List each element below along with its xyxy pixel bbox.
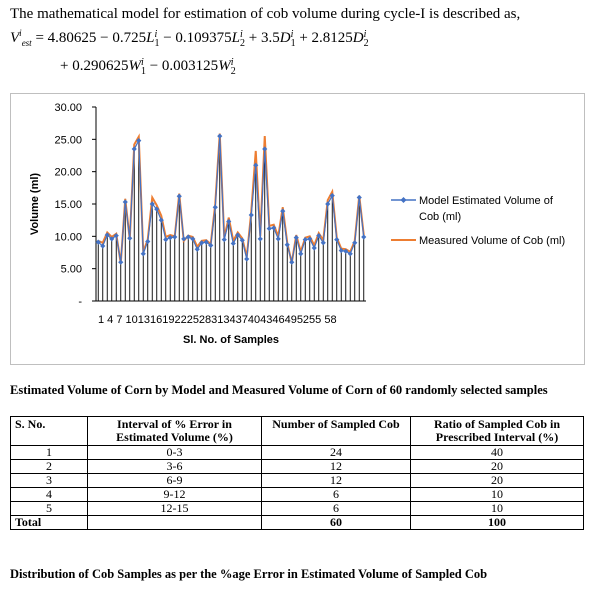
eq-lhs-sup: i	[19, 28, 22, 38]
eq-line1-terms	[31, 28, 369, 49]
table-header-row	[11, 417, 584, 446]
table-cell: 2	[11, 460, 88, 474]
header-number: Number of Sampled Cob	[262, 417, 411, 446]
equation-line-2	[60, 58, 236, 76]
table-cell: 3	[11, 474, 88, 488]
eq1-scripts-3: i 2	[240, 28, 246, 49]
model-data-point	[177, 194, 182, 199]
table-cell: 0-3	[88, 446, 262, 460]
model-data-point	[181, 236, 186, 241]
table-cell: 4	[11, 488, 88, 502]
table-total-row	[11, 516, 584, 530]
model-data-point	[222, 237, 227, 242]
eq2-text-0: + 0.290625	[60, 58, 129, 75]
table-cell: 3-6	[88, 460, 262, 474]
model-data-point	[298, 251, 303, 256]
eq1-text-0: = 4.80625 − 0.725	[31, 30, 147, 46]
y-tick-label: -	[78, 296, 82, 308]
y-axis-title: Volume (ml)	[29, 172, 41, 236]
model-data-point	[213, 205, 218, 210]
model-data-point	[361, 234, 366, 239]
table-row	[11, 488, 584, 502]
eq-lhs-var: V	[10, 30, 20, 46]
eq1-scripts-7: i 2	[363, 28, 369, 49]
header-sno: S. No.	[11, 417, 88, 446]
table-cell: 20	[411, 460, 584, 474]
model-data-point	[312, 245, 317, 250]
eq1-scripts-1: i 1	[154, 28, 160, 49]
table-cell: 5	[11, 502, 88, 516]
eq2-scripts-3: i 2	[230, 57, 236, 77]
table-total-cell: Total	[11, 516, 88, 530]
table-cell: 6-9	[88, 474, 262, 488]
equation-line-1	[10, 28, 369, 48]
table-cell: 24	[262, 446, 411, 460]
eq1-var-5: D	[279, 30, 291, 46]
model-data-point	[267, 226, 272, 231]
x-tick-labels: 1 4 7 10131619222528313437404346495255 58	[98, 314, 337, 326]
model-data-point	[289, 260, 294, 265]
y-tick-label: 15.00	[54, 199, 82, 211]
table-row	[11, 446, 584, 460]
table-row	[11, 502, 584, 516]
eq2-var-1: W	[128, 58, 141, 75]
table-cell: 6	[262, 488, 411, 502]
table-cell: 10	[411, 502, 584, 516]
table-total-cell: 100	[411, 516, 584, 530]
table-row	[11, 474, 584, 488]
table-cell: 9-12	[88, 488, 262, 502]
model-data-point	[127, 236, 132, 241]
model-data-point	[348, 251, 353, 256]
table-cell: 1	[11, 446, 88, 460]
eq1-text-4: + 3.5	[245, 30, 280, 46]
legend-model-label: Model Estimated Volume of Cob (ml)	[419, 195, 553, 223]
chart-area	[10, 93, 585, 365]
x-axis-title: Sl. No. of Samples	[183, 334, 279, 346]
eq-line2-terms	[60, 57, 236, 77]
legend-model-marker	[401, 197, 407, 203]
y-tick-label: 5.00	[60, 263, 82, 276]
eq1-var-1: L	[146, 30, 155, 46]
model-data-point	[249, 212, 254, 217]
model-data-point	[141, 251, 146, 256]
model-data-point	[258, 236, 263, 241]
y-tick-label: 30.00	[54, 102, 82, 114]
y-tick-label: 10.00	[54, 231, 82, 244]
y-tick-label: 25.00	[54, 134, 82, 147]
model-data-point	[163, 237, 168, 242]
eq1-var-7: D	[352, 30, 364, 46]
header-interval: Interval of % Error in Estimated Volume (%)	[88, 417, 262, 446]
eq1-text-2: − 0.109375	[159, 30, 232, 46]
eq1-var-3: L	[231, 30, 241, 46]
table-total-cell: 60	[262, 516, 411, 530]
table-row	[11, 460, 584, 474]
chart-caption: Estimated Volume of Corn by Model and Measured Volume of Corn of 60 randomly selected samples	[10, 383, 548, 397]
model-data-point	[231, 241, 236, 246]
table-cell: 40	[411, 446, 584, 460]
eq1-scripts-5: i 1	[290, 28, 296, 49]
error-distribution-table	[10, 416, 584, 530]
volume-chart	[11, 94, 584, 364]
y-tick-label: 20.00	[54, 166, 82, 179]
model-data-point	[276, 236, 281, 241]
model-data-point	[325, 201, 330, 206]
model-data-point	[123, 199, 128, 204]
model-data-point	[357, 195, 362, 200]
table-cell: 10	[411, 488, 584, 502]
eq2-scripts-1: i 1	[140, 57, 146, 77]
table-cell: 12-15	[88, 502, 262, 516]
eq2-var-3: W	[218, 58, 231, 75]
table-cell: 12	[262, 474, 411, 488]
model-data-point	[132, 146, 137, 151]
table-cell: 6	[262, 502, 411, 516]
model-data-point	[217, 134, 222, 139]
intro-text: The mathematical model for estimation of cob volume during cycle-I is described as,	[10, 6, 521, 22]
model-data-point	[262, 146, 267, 151]
table-cell: 12	[262, 460, 411, 474]
table-caption: Distribution of Cob Samples as per the %age Error in Estimated Volume of Sampled Cob	[10, 567, 488, 581]
eq1-text-6: + 2.8125	[295, 30, 353, 46]
table-cell: 20	[411, 474, 584, 488]
legend-measured-label: Measured Volume of Cob (ml)	[419, 235, 566, 247]
header-ratio: Ratio of Sampled Cob in Prescribed Interval (%)	[411, 417, 584, 446]
model-data-point	[244, 256, 249, 261]
table-total-cell	[88, 516, 262, 530]
eq-lhs-sub: est	[21, 38, 32, 48]
model-data-point	[118, 260, 123, 265]
eq2-text-2: − 0.003125	[145, 58, 219, 75]
table-body	[11, 446, 584, 530]
